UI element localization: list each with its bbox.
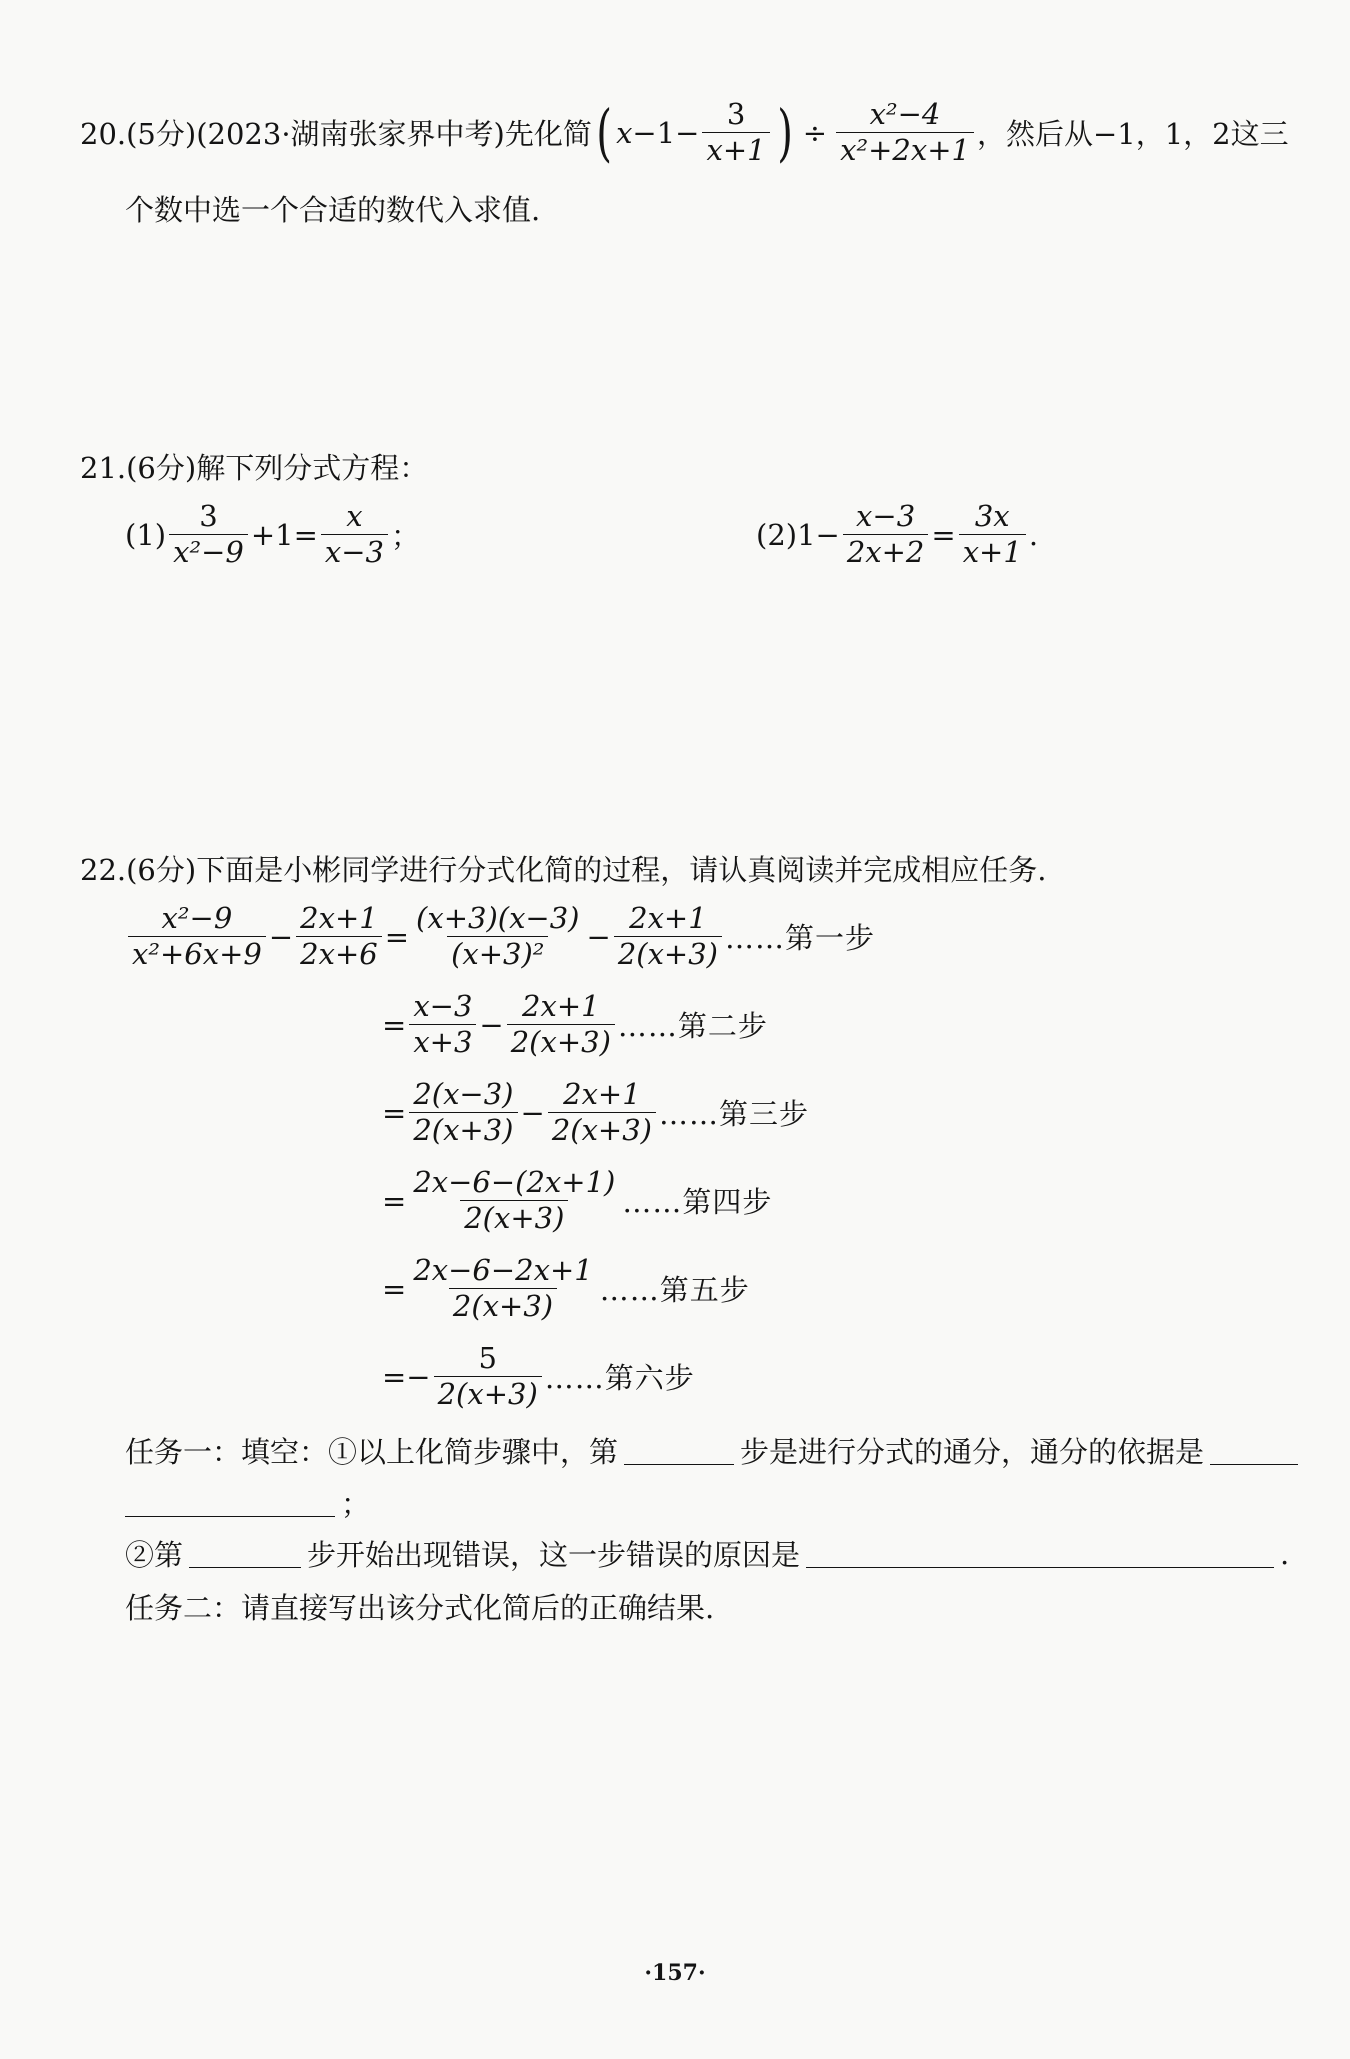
blank-error-reason[interactable]	[806, 1539, 1274, 1568]
q20-line2-text: 个数中选一个合适的数代入求值.	[125, 193, 541, 227]
q21-p1-f1-num: 3	[199, 499, 218, 533]
q21-part1	[125, 500, 420, 570]
s2-tag: ……第二步	[617, 1009, 768, 1044]
s1-minus: −	[268, 919, 294, 954]
q21-label-text: 21.(6分)解下列分式方程：	[80, 451, 429, 485]
task2-text: 任务二：请直接写出该分式化简后的正确结果.	[125, 1591, 715, 1625]
s1-a-den: x²+6x+9	[128, 936, 266, 971]
task1-f: .	[1280, 1536, 1290, 1571]
task1-d: ②第	[125, 1538, 184, 1572]
q20-frac1-num: 3	[726, 97, 746, 131]
q20-after: ，然后从−1，1，2这三	[976, 117, 1289, 152]
task1-e: 步开始出现错误，这一步错误的原因是	[307, 1538, 801, 1572]
s1-d-den: 2(x+3)	[614, 936, 722, 971]
s4-eq: =	[382, 1183, 407, 1218]
q20-frac2	[836, 98, 974, 168]
s1-minus2: −	[586, 919, 611, 954]
task1-line2	[125, 1482, 370, 1523]
q20-x: x	[616, 115, 633, 150]
s3-a-num: 2(x−3)	[413, 1077, 514, 1111]
s5-a-den: 2(x+3)	[449, 1288, 557, 1323]
task1-line3	[125, 1533, 1289, 1574]
q21-p1-prefix: (1)	[125, 517, 167, 552]
right-paren: )	[776, 95, 793, 169]
s4-a-den: 2(x+3)	[460, 1200, 568, 1235]
q21-p2-f1-den: 2x+2	[843, 534, 929, 569]
task1-b: 步是进行分式的通分，通分的依据是	[740, 1435, 1205, 1469]
s1-frac-b	[296, 902, 382, 972]
q22-step5	[382, 1254, 750, 1324]
s6-a-num: 5	[478, 1341, 497, 1375]
task1-a: 任务一：填空：①以上化简步骤中，第	[125, 1435, 619, 1469]
q20-line1	[80, 95, 1289, 169]
s1-frac-d	[614, 902, 722, 972]
task1-c: ；	[341, 1487, 371, 1521]
q22-step3	[382, 1078, 809, 1148]
task1-line1	[125, 1430, 1298, 1471]
s1-b-num: 2x+1	[300, 901, 378, 935]
q21-p1-f1-den: x²−9	[169, 534, 248, 569]
s3-a-den: 2(x+3)	[409, 1112, 517, 1147]
s4-frac-a	[409, 1166, 619, 1236]
s1-d-num: 2x+1	[629, 901, 707, 935]
left-paren: (	[596, 95, 612, 169]
q22-step6	[382, 1342, 695, 1412]
q22-step4	[382, 1166, 772, 1236]
s2-b-den: 2(x+3)	[507, 1024, 615, 1059]
s6-eq: =−	[382, 1359, 431, 1394]
s6-a-den: 2(x+3)	[434, 1376, 542, 1411]
q21-p1-end: ；	[391, 519, 421, 554]
q21-p1-frac1	[169, 500, 248, 570]
q20-minus1: −1−	[632, 115, 700, 150]
s3-frac-b	[548, 1078, 656, 1148]
q21-p2-f2-num: 3x	[974, 499, 1010, 533]
s1-tag: ……第一步	[725, 921, 876, 956]
s6-tag: ……第六步	[544, 1361, 695, 1396]
s5-eq: =	[382, 1271, 407, 1306]
s3-b-num: 2x+1	[563, 1077, 641, 1111]
s2-b-num: 2x+1	[522, 989, 600, 1023]
q22-step1	[125, 902, 875, 972]
q21-p2-f1-num: x−3	[856, 499, 916, 533]
s5-frac-a	[409, 1254, 596, 1324]
q21-p1-f2-den: x−3	[321, 534, 388, 569]
s3-eq: =	[382, 1095, 407, 1130]
q21-part2	[756, 500, 1038, 570]
blank-error-step[interactable]	[189, 1539, 301, 1568]
q21-p1-frac2	[321, 500, 388, 570]
q22-label	[80, 848, 1046, 889]
s2-eq: =	[382, 1007, 407, 1042]
s1-a-num: x²−9	[161, 901, 233, 935]
s1-frac-c	[412, 902, 583, 972]
s2-frac-b	[507, 990, 615, 1060]
q21-p2-frac2	[959, 500, 1026, 570]
q21-p2-mid: =	[931, 517, 956, 552]
q20-div: ÷	[802, 115, 828, 150]
s6-frac-a	[434, 1342, 542, 1412]
s4-tag: ……第四步	[622, 1185, 773, 1220]
q20-label: 20.(5分)(2023·湖南张家界中考)先化简	[80, 117, 592, 152]
s1-frac-a	[128, 902, 266, 972]
blank-basis-part2[interactable]	[125, 1488, 335, 1517]
q20-frac2-num: x²−4	[869, 97, 941, 131]
q21-p2-end: .	[1028, 517, 1039, 552]
q22-step2	[382, 990, 768, 1060]
s5-a-num: 2x−6−2x+1	[413, 1253, 593, 1287]
s2-a-den: x+3	[409, 1024, 476, 1059]
s1-eq: =	[384, 919, 410, 954]
s1-b-den: 2x+6	[296, 936, 382, 971]
s3-b-den: 2(x+3)	[548, 1112, 656, 1147]
blank-basis-part1[interactable]	[1210, 1436, 1298, 1465]
s3-tag: ……第三步	[659, 1097, 810, 1132]
s3-minus: −	[520, 1095, 545, 1130]
q21-p1-mid: +1=	[250, 517, 318, 552]
q22-label-text: 22.(6分)下面是小彬同学进行分式化简的过程，请认真阅读并完成相应任务.	[80, 853, 1047, 887]
q21-p2-frac1	[843, 500, 929, 570]
q21-p2-f2-den: x+1	[959, 534, 1026, 569]
q20-line2	[125, 188, 540, 229]
s2-frac-a	[409, 990, 476, 1060]
page-number: ·157·	[644, 1960, 706, 1986]
q20-frac1-den: x+1	[702, 132, 769, 167]
q21-label	[80, 446, 428, 487]
s2-a-num: x−3	[413, 989, 473, 1023]
task2-line	[125, 1586, 714, 1627]
s3-frac-a	[409, 1078, 517, 1148]
q20-frac2-den: x²+2x+1	[836, 132, 974, 167]
s1-c-den: (x+3)²	[447, 936, 548, 971]
s1-c-num: (x+3)(x−3)	[416, 901, 580, 935]
s2-minus: −	[479, 1007, 504, 1042]
q21-p2-prefix: (2)1−	[756, 517, 840, 552]
blank-step-number[interactable]	[624, 1436, 734, 1465]
q21-p1-f2-num: x	[346, 499, 363, 533]
s5-tag: ……第五步	[599, 1273, 750, 1308]
q20-frac1	[702, 98, 769, 168]
s4-a-num: 2x−6−(2x+1)	[413, 1165, 616, 1199]
